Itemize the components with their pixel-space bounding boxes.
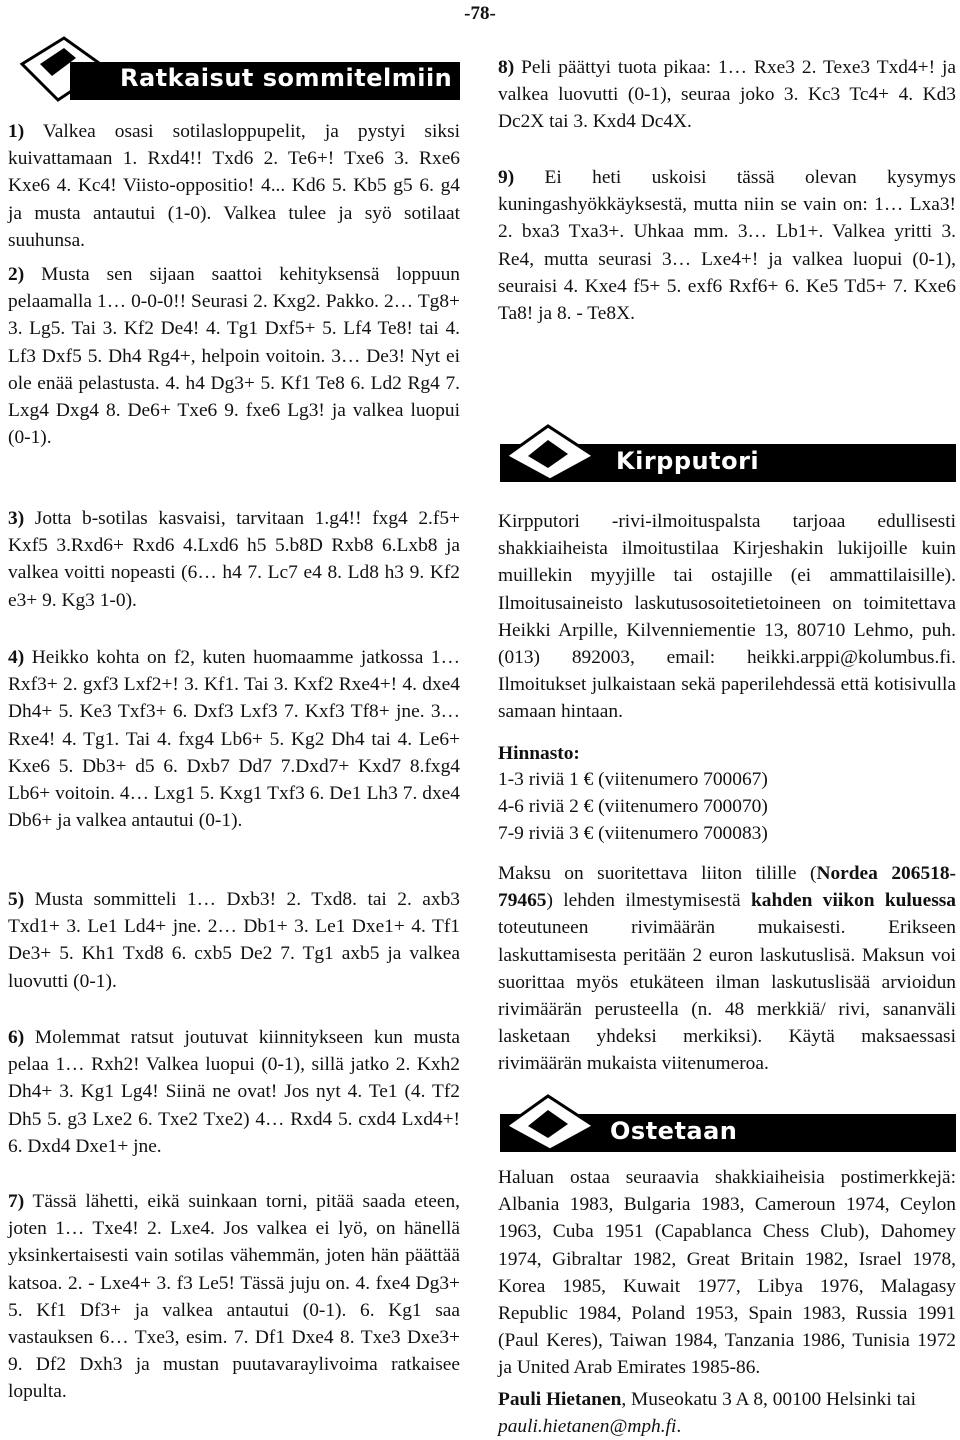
solution-7	[8, 1188, 460, 1406]
solution-num: 2)	[8, 264, 25, 285]
hinnasto-title: Hinnasto:	[498, 743, 580, 764]
solution-text: Molemmat ratsut joutuvat kiinnitykseen kun musta pelaa 1… Rxh2! Valkea luopui (0-1), sillä jatko 2. Kxh2 Dh4+ 3. Kg1 Lg4! Siinä ne ovat! Jos nyt 4. Te1 (4. Tf2 Dh5 5. g3 Lxe2 6. Txe2 Txe2) 4… Rxd4 5. cxd4 Lxd4+! 6. Dxd4 Dxe1+ jne.	[8, 1027, 461, 1157]
solution-text: Musta sommitteli 1… Dxb3! 2. Txd8. tai 2. axb3 Txd1+ 3. Le1 Ld4+ jne. 2… Db1+ 3. Le1 Dxe1+ 4. Tf1 De3+ 5. Kh1 Txd8 6. cxb5 De2 7. Tg1 axb5 ja valkea luovutti (0-1).	[8, 889, 460, 992]
contact-name: Pauli Hietanen	[498, 1389, 622, 1410]
solution-6	[8, 1024, 460, 1160]
price-row: 4-6 riviä 2 € (viitenumero 700070)	[498, 796, 768, 817]
solution-num: 1)	[8, 121, 25, 142]
payment-part: toteutuneen rivimäärän mukaisesti. Erikseen laskuttamisesta peritään 2 euron laskutuslisä. Maksun voi suorittaa myös etukäteen ilman laskutuslisää arvioidun rivimäärän perusteella (n. 48 merkkiä/ rivi, sananväli lasketaan yhdeksi merkiksi). Käytä maksaessasi rivimäärän mukaista viitenumeroa.	[498, 917, 956, 1075]
solution-2	[8, 261, 460, 451]
solution-num: 5)	[8, 889, 25, 910]
solution-text: Valkea osasi sotilasloppupelit, ja pystyi siksi kuivattamaan 1. Rxd4!! Txd6 2. Te6+! Txe6 3. Rxe6 Kxe6 4. Kc4! Viisto-oppositio! 4... Kd6 5. Kb5 g5 6. g4 ja musta antautui (1-0). Valkea tulee ja syö sotilaat suuhunsa.	[8, 121, 460, 251]
ostetaan-title: Ostetaan	[610, 1117, 738, 1145]
contact-line	[498, 1386, 956, 1440]
solution-text: Ei heti uskoisi tässä olevan kysymys kuningashyökkäyksestä, mutta niin se vain on: 1… Lxa3! 2. bxa3 Txa3+. Uhkaa mm. 3… Lb1+. Valkea yritti 3. Re4, mutta seurasi 3… Lxe4+! ja valkea luopui (0-1), seuraisi 4. Kxe4 f5+ 5. exf6 Rxf6+ 6. Ke5 Td5+ 7. Kxe6 Ta8! ja 8. - Te8X.	[498, 167, 956, 325]
page-number: -78-	[464, 3, 496, 24]
contact-email[interactable]: pauli.hietanen@mph.fi	[498, 1416, 677, 1438]
ostetaan-text: Haluan ostaa seuraavia shakkiaiheisia postimerkkejä: Albania 1983, Bulgaria 1983, Cameroun 1974, Ceylon 1963, Cuba 1951 (Capablanca Chess Club), Dahomey 1974, Gibraltar 1982, Great Britain 1982, Israel 1978, Korea 1985, Kuwait 1977, Libya 1976, Malagasy Republic 1984, Poland 1953, Spain 1983, Russia 1991 (Paul Keres), Taiwan 1984, Tanzania 1986, Tunisia 1972 ja United Arab Emirates 1985-86.	[498, 1167, 956, 1379]
solution-9	[498, 164, 956, 327]
solution-num: 8)	[498, 57, 515, 78]
solution-text: Jotta b-sotilas kasvaisi, tarvitaan 1.g4!! fxg4 2.f5+ Kxf5 3.Rxd6+ Rxd6 4.Lxd6 h5 5.b8D Rxb8 6.Lxb8 ja valkea voitti nopeasti (6… h4 7. Lc7 e4 8. Ld8 h3 9. Kf2 e3+ 9. Kg3 1-0).	[8, 508, 460, 611]
solution-num: 3)	[8, 508, 25, 529]
payment-text	[498, 860, 956, 1078]
contact-end: .	[676, 1416, 682, 1438]
kirpputori-title: Kirpputori	[616, 447, 760, 475]
solution-1	[8, 118, 460, 254]
kirpputori-text: Kirpputori -rivi-ilmoituspalsta tarjoaa edullisesti shakkiaiheista ilmoitustilaa Kirjeshakin lukijoille kuin muillekin myyjille tai ostajille (ei ammattilaisille). Ilmoitusaineisto laskutusosoitetietoineen on toimitettava Heikki Arpille, Kilvenniementie 13, 80710 Lehmo, puh. (013) 892003, email: heikki.arppi@kolumbus.fi. Ilmoitukset julkaistaan sekä paperilehdessä että kotisivulla samaan hintaan.	[498, 511, 956, 723]
solution-4	[8, 644, 460, 834]
solution-text: Heikko kohta on f2, kuten huomaamme jatkossa 1… Rxf3+ 2. gxf3 Lxf2+! 3. Kf1. Tai 3. Kxf2 Rxe4+! 4. dxe4 Dh4+ 5. Ke3 Txf3+ 6. Dxf3 Lxf3 7. Kxf3 Tf8+ jne. 3… Rxe4! 4. Tg1. Tai 4. fxg4 Lb6+ 5. Kg2 Dh4 tai 4. Le6+ Kxe6 5. Db3+ d5 6. Dxb7 Dd7 7.Dxd7+ Kxd7 8.fxg4 Lb6+ voitoin. 4… Lxg1 5. Kxg1 Txf3 6. De1 Lh3 7. dxe4 Db6+ ja valkea antautui (0-1).	[8, 647, 460, 832]
solution-8	[498, 54, 956, 136]
solution-3	[8, 505, 460, 614]
solutions-title: Ratkaisut sommitelmiin	[120, 64, 453, 92]
solution-num: 6)	[8, 1027, 25, 1048]
solution-num: 4)	[8, 647, 25, 668]
solution-5	[8, 886, 460, 995]
payment-part: ) lehden ilmestymisestä	[546, 890, 751, 912]
chess-diagram-icon	[502, 420, 598, 484]
solution-text: Tässä lähetti, eikä suinkaan torni, pitää saada eteen, joten 1… Txe4! 2. Lxe4. Jos valkea ei lyö, on hänellä yksinkertaisesti vain sotilas vähemmän, joten hän päättää katsoa. 2. - Lxe4+ 3. f3 Le5! Tässä juju on. 4. fxe4 Dg3+ 5. Kf1 Df3+ ja valkea antautui (0-1). 6. Kg1 saa vastauksen 6… Txe3, esim. 7. Df1 Dxe4 8. Txe3 Dxe3+ 9. Df2 Dxh3 ja mustan puutavaraylivoima ratkaisee lopulta.	[8, 1191, 460, 1403]
chess-diagram-icon	[502, 1090, 598, 1154]
solution-text: Musta sen sijaan saattoi kehityksensä loppuun pelaamalla 1… 0-0-0!! Seurasi 2. Kxg2. Pakko. 2… Tg8+ 3. Lg5. Tai 3. Kf2 De4! 4. Tg1 Dxf5+ 5. Lf4 Te8! tai 4. Lf3 Dxf5 5. Dh4 Rg4+, helpoin voitoin. 3… De3! Nyt ei ole enää pelastusta. 4. h4 Dg3+ 5. Kf1 Te8 6. Ld2 Rg4 7. Lxg4 Dxg4 8. De6+ Txe6 9. fxe6 Lg3! ja valkea luopui (0-1).	[8, 264, 460, 449]
payment-deadline: kahden viikon kuluessa	[750, 890, 956, 912]
bank-account: Nordea 206518-79465	[498, 863, 956, 912]
solution-text: Peli päättyi tuota pikaa: 1… Rxe3 2. Texe3 Txd4+! ja valkea luovutti (0-1), seuraa joko 3. Kc3 Tc4+ 4. Kd3 Dc2X tai 3. Kxd4 Dc4X.	[498, 57, 956, 133]
contact-address: , Museokatu 3 A 8, 00100 Helsinki tai	[621, 1389, 916, 1410]
solution-num: 7)	[8, 1191, 25, 1212]
price-row: 1-3 riviä 1 € (viitenumero 700067)	[498, 769, 768, 790]
solution-num: 9)	[498, 167, 515, 188]
price-row: 7-9 riviä 3 € (viitenumero 700083)	[498, 823, 768, 844]
payment-part: Maksu on suoritettava liiton tilille (	[498, 863, 817, 884]
